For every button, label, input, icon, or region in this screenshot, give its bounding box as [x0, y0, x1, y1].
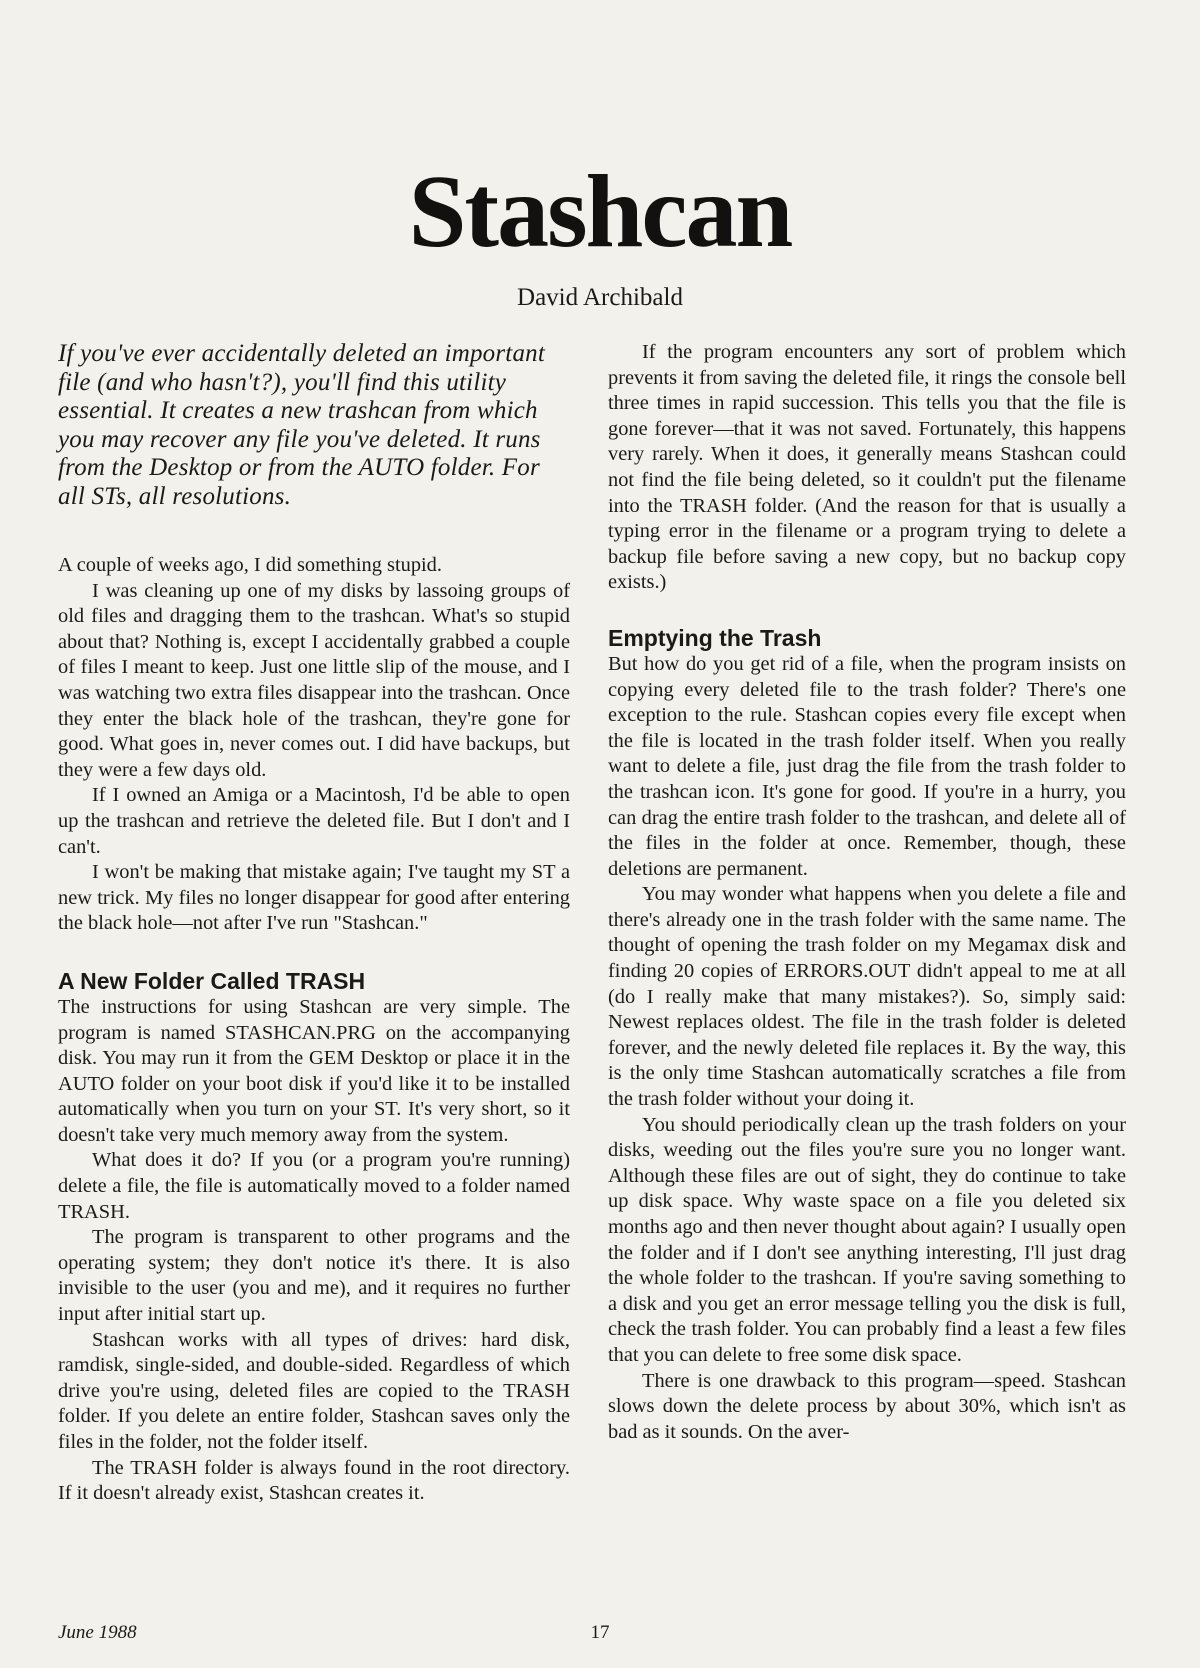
body-paragraph: Stashcan works with all types of drives: hard disk, ramdisk, single-sided, and double-sided. Regardless of which drive you're using, deleted files are copied to the TRASH folder. If you delete an entire folder, Stashcan saves only the files in the folder, not the folder itself.: [58, 1328, 570, 1453]
article-intro: If you've ever accidentally deleted an important file (and who hasn't?), you'll find this utility essential. It creates a new trashcan from which you may recover any file you've deleted. It runs from the Desktop or from the AUTO folder. For all STs, all resolutions.: [58, 340, 545, 510]
body-paragraph: But how do you get rid of a file, when the program insists on copying every deleted file to the trash folder? There's one exception to the rule. Stashcan copies every file except when the file is located in the trash folder itself. When you really want to delete a file, just drag the file from the trash folder to the trashcan icon. It's gone for good. If you're in a hurry, you can drag the entire trash folder to the trashcan, and delete all of the files in the folder at once. Remember, though, these deletions are permanent.: [608, 652, 1126, 880]
left-column: [58, 340, 570, 1507]
body-paragraph: If the program encounters any sort of problem which prevents it from saving the deleted file, it rings the console bell three times in rapid succession. This tells you that the file is gone forever—that it was not saved. Fortunately, this happens very rarely. When it does, it generally means Stashcan could not find the file being deleted, so it couldn't put the filename into the TRASH folder. (And the reason for that is usually a typing error in the filename or a program trying to delete a backup file before saving a new copy, but no backup copy exists.): [608, 341, 1126, 594]
body-paragraph: What does it do? If you (or a program you're running) delete a file, the file is automatically moved to a folder named TRASH.: [58, 1149, 570, 1223]
body-paragraph: The instructions for using Stashcan are very simple. The program is named STASHCAN.PRG on the accompanying disk. You may run it from the GEM Desktop or place it in the AUTO folder on your boot disk if you'd like it to be installed automatically when you turn on your ST. It's very short, so it doesn't take very much memory away from the system.: [58, 995, 570, 1146]
body-paragraph: If I owned an Amiga or a Macintosh, I'd be able to open up the trashcan and retrieve the deleted file. But I don't and I can't.: [58, 784, 570, 858]
body-paragraph: The program is transparent to other programs and the operating system; they don't notice it's there. It is also invisible to the user (you and me), and it requires no further input after initial start up.: [58, 1226, 570, 1326]
body-paragraph: The TRASH folder is always found in the root directory. If it doesn't already exist, Stashcan creates it.: [58, 1456, 570, 1505]
author-byline: David Archibald: [517, 284, 683, 311]
body-paragraph: I was cleaning up one of my disks by lassoing groups of old files and dragging them to the trashcan. What's so stupid about that? Nothing is, except I accidentally grabbed a couple of files I meant to keep. Just one little slip of the mouse, and I was watching two extra files disappear into the trashcan. Once they enter the black hole of the trashcan, they're gone for good. What goes in, never comes out. I did have backups, but they were a few days old.: [58, 579, 570, 781]
section-heading: A New Folder Called TRASH: [58, 967, 366, 994]
issue-date: June 1988: [58, 1622, 137, 1643]
body-paragraph: You may wonder what happens when you delete a file and there's already one in the trash folder with the same name. The thought of opening the trash folder on my Megamax disk and finding 20 copies of ERRORS.OUT didn't appeal to me at all (do I really make that many mistakes?). So, simply said: Newest replaces oldest. The file in the trash folder is deleted forever, and the newly deleted file replaces it. By the way, this is the only time Stashcan automatically scratches a file from the trash folder without your doing it.: [608, 883, 1126, 1111]
right-column: [608, 340, 1126, 1445]
body-paragraph: A couple of weeks ago, I did something stupid.: [58, 554, 442, 576]
page-number: 17: [590, 1622, 610, 1643]
section-heading: Emptying the Trash: [608, 624, 822, 651]
body-paragraph: There is one drawback to this program—speed. Stashcan slows down the delete process by about 30%, which isn't as bad as it sounds. On the aver-: [608, 1369, 1126, 1443]
body-paragraph: I won't be making that mistake again; I've taught my ST a new trick. My files no longer disappear for good after entering the black hole—not after I've run "Stashcan.": [58, 861, 570, 935]
article-title: Stashcan: [408, 154, 792, 269]
body-paragraph: You should periodically clean up the trash folders on your disks, weeding out the files you're sure you no longer want. Although these files are out of sight, they do continue to take up disk space. Why waste space on a file you deleted six months ago and then never thought about again? I usually open the folder and if I don't see anything interesting, I'll just drag the whole folder to the trashcan. If you're saving something to a disk and you get an error message telling you the disk is full, check the trash folder. You can probably find a least a few files that you can delete to free some disk space.: [608, 1113, 1126, 1366]
